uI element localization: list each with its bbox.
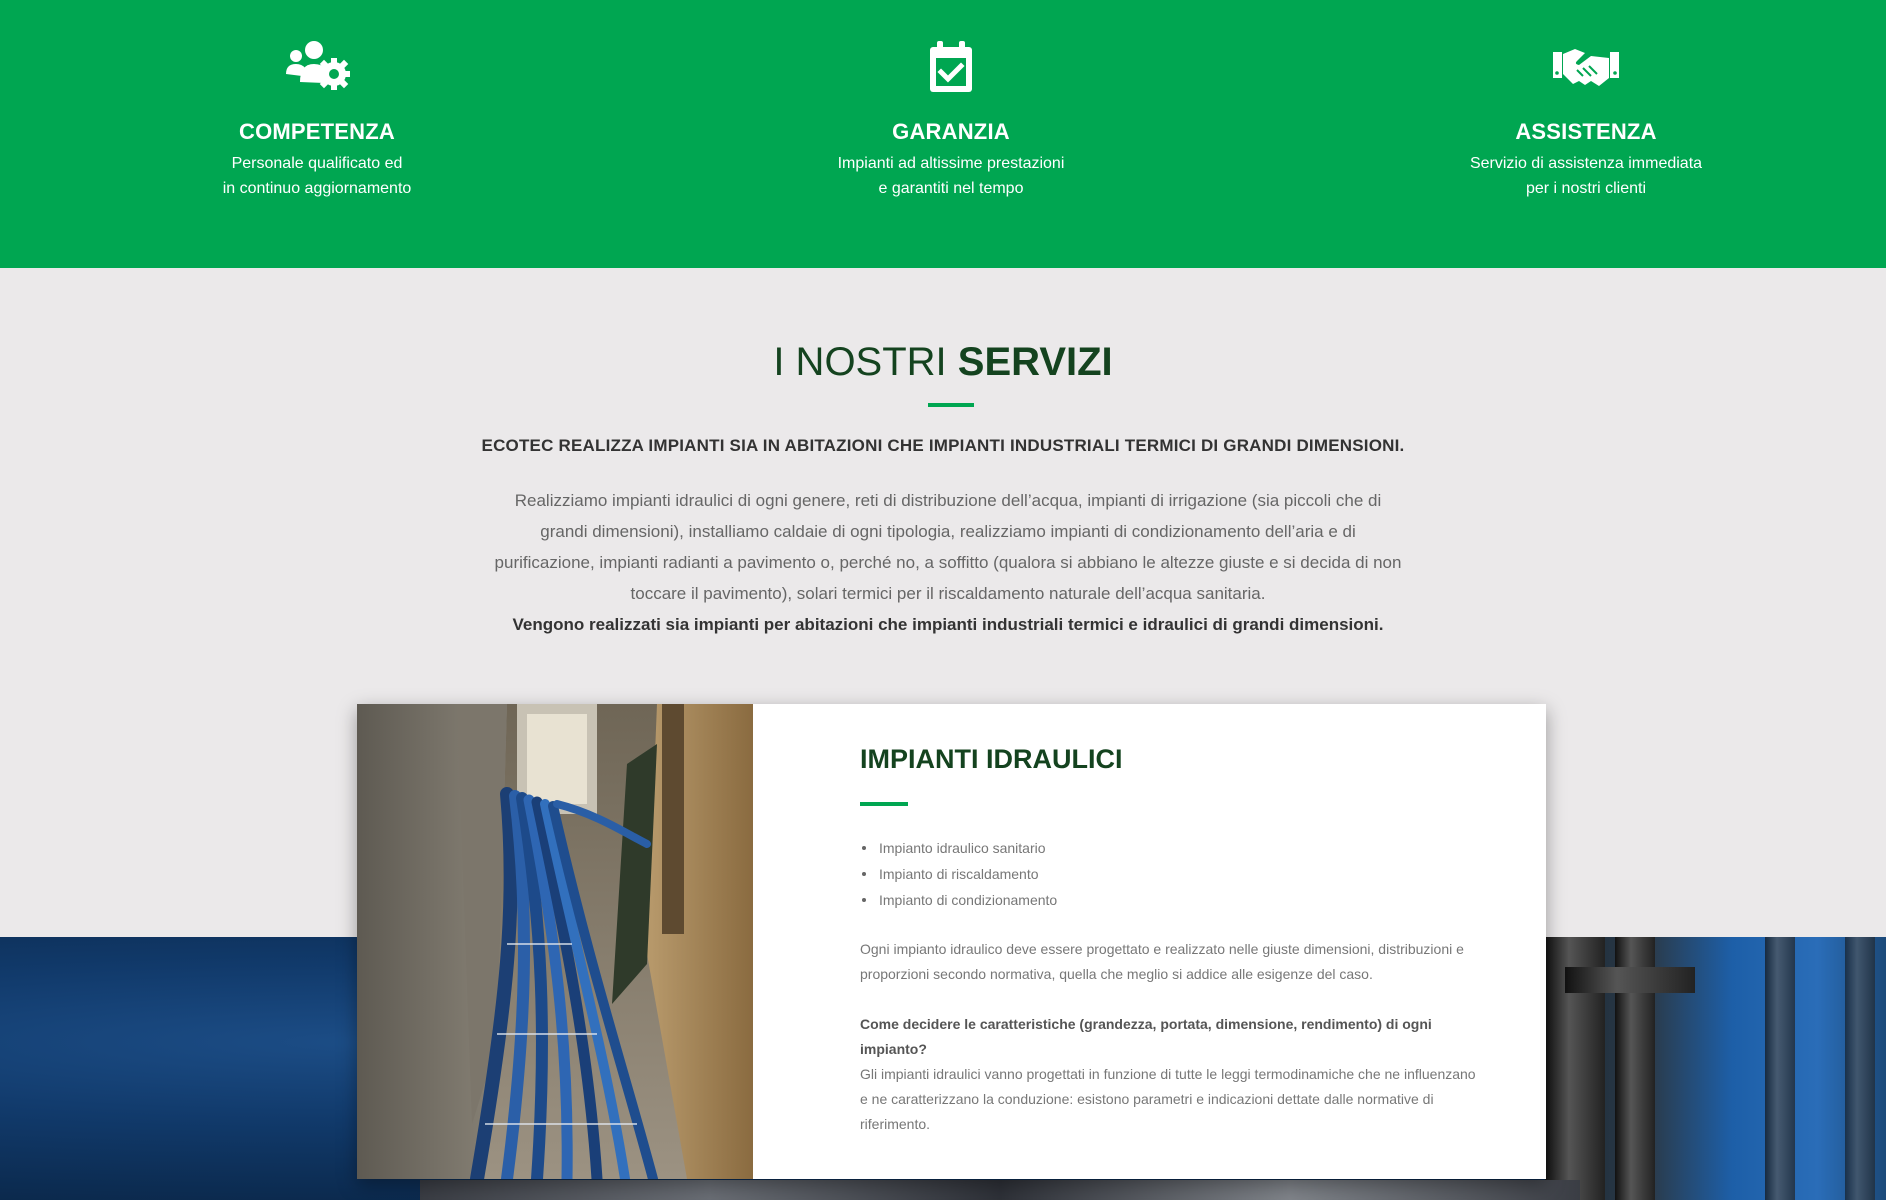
card-title-light: IMPIANTI — [860, 744, 979, 774]
feature-line: per i nostri clienti — [1525, 180, 1647, 197]
feature-description — [1356, 151, 1816, 201]
feature-title: COMPETENZA — [239, 119, 395, 144]
bottom-image-strip — [420, 1180, 1580, 1200]
calendar-check-icon — [928, 40, 974, 99]
card-question: Come decidere le caratteristiche (grandezza, portata, dimensione, rendimento) di ogni impianto? — [860, 1016, 1432, 1057]
services-title — [0, 340, 1886, 385]
list-item: Impianto idraulico sanitario — [860, 835, 1057, 861]
pipe-decoration — [1765, 937, 1795, 1200]
list-item: Impianto di condizionamento — [860, 887, 1057, 913]
list-item: Impianto di riscaldamento — [860, 861, 1057, 887]
services-title-bold: SERVIZI — [957, 340, 1113, 384]
card-paragraph: Ogni impianto idraulico deve essere progettato e realizzato nelle giuste dimensioni, distribuzioni e proporzioni secondo normativa, quella che meglio si addice alle esigenze del caso. — [860, 941, 1464, 982]
handshake-icon — [1553, 40, 1619, 95]
services-body-text: Realizziamo impianti idraulici di ogni genere, reti di distribuzione dell’acqua, impianti di irrigazione (sia piccoli che di grandi dimensioni), installiamo caldaie di ogni tipologia, realizziamo impianti di condizionamento dell’aria e di purificazione, impianti radianti a pavimento o, perché no, a soffitto (qualora si abbiano le altezze giuste e si decida di non toccare il pavimento), solari termici per il riscaldamento naturale dell’acqua sanitaria. — [494, 491, 1402, 603]
services-subtitle: ECOTEC REALIZZA IMPIANTI SIA IN ABITAZIONI CHE IMPIANTI INDUSTRIALI TERMICI DI GRANDI DIMENSIONI. — [481, 436, 1405, 455]
card-feature-list — [860, 835, 1057, 913]
feature-line: Servizio di assistenza immediata — [1469, 155, 1703, 172]
title-underline — [928, 403, 974, 407]
services-title-light: I NOSTRI — [773, 340, 947, 384]
pipe-decoration — [1565, 967, 1695, 993]
pipes-photo — [357, 704, 753, 1179]
pipe-decoration — [1845, 937, 1875, 1200]
feature-title: ASSISTENZA — [1515, 119, 1657, 144]
card-paragraph: Gli impianti idraulici vanno progettati in funzione di tutte le leggi termodinamiche che ne influenzano e ne caratterizzano la conduzione: esistono parametri e indicazioni dettate dalle normative di riferimento. — [860, 1066, 1476, 1132]
services-body-bold: Vengono realizzati sia impianti per abitazioni che impianti industriali termici e idraulici di grandi dimensioni. — [512, 615, 1384, 634]
features-band — [0, 0, 1886, 268]
card-title — [860, 744, 1123, 775]
feature-line: in continuo aggiornamento — [222, 180, 412, 197]
card-title-bold: IDRAULICI — [986, 744, 1123, 774]
card-title-underline — [860, 802, 908, 806]
feature-line: Impianti ad altissime prestazioni — [837, 155, 1065, 172]
service-card-idraulici — [357, 704, 1546, 1179]
feature-title: GARANZIA — [892, 119, 1010, 144]
background-pipes-image — [1545, 937, 1886, 1200]
users-gear-icon — [284, 40, 350, 95]
feature-line: e garantiti nel tempo — [878, 180, 1024, 197]
services-description — [493, 485, 1403, 640]
feature-description — [721, 151, 1181, 201]
feature-description — [87, 151, 547, 201]
feature-line: Personale qualificato ed — [231, 155, 403, 172]
